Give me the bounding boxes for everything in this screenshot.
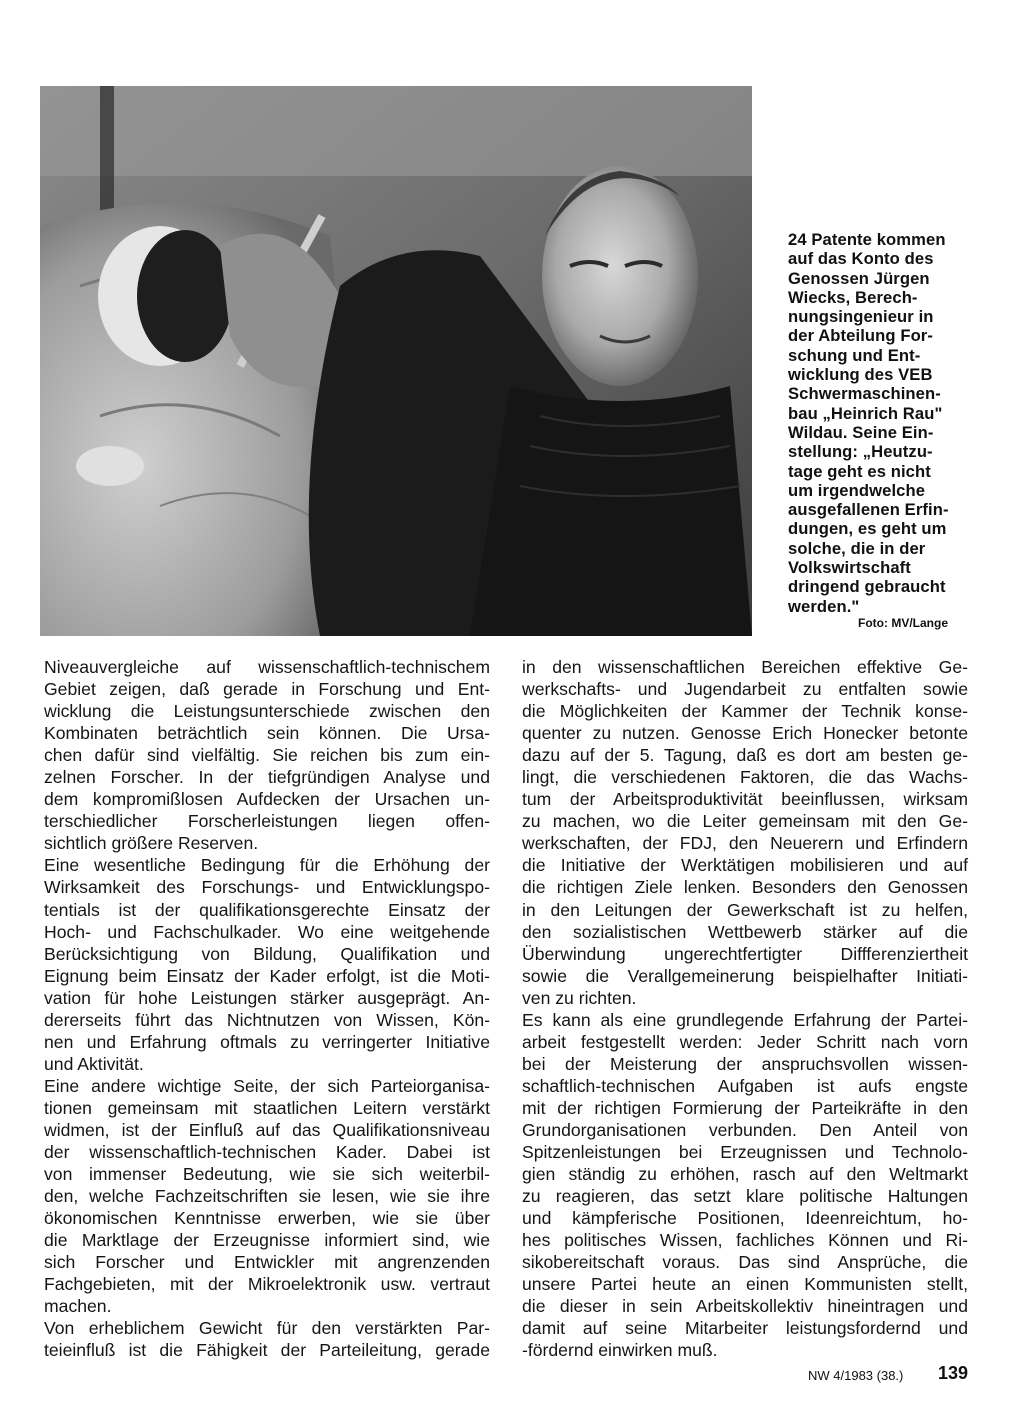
text-line: Fachgebieten, mit der Mikroelektronik usw. vertraut: [44, 1274, 490, 1295]
text-line: die Marktlage der Erzeugnisse informiert sind, wie: [44, 1230, 490, 1251]
text-line: sich Forscher und Entwickler mit angrenzenden: [44, 1252, 490, 1273]
text-line: Von erheblichem Gewicht für den verstärkten Par-: [44, 1318, 490, 1339]
text-line: Eine wesentliche Bedingung für die Erhöhung der: [44, 855, 490, 876]
text-line: ven zu richten.: [522, 987, 637, 1008]
text-line: sowie die Verallgemeinerung beispielhafter Initiati-: [522, 965, 968, 986]
text-line: arbeit festgestellt werden: Jeder Schritt nach vorn: [522, 1031, 968, 1052]
text-line: Eignung beim Einsatz der Kader erfolgt, ist die Moti-: [44, 965, 490, 986]
text-line: dazu auf der 5. Tagung, daß es dort am besten ge-: [522, 745, 968, 766]
caption-line: der Abteilung For-: [788, 326, 933, 346]
text-line: Gebiet zeigen, daß gerade in Forschung und Ent-: [44, 679, 490, 700]
text-line: terschiedlicher Forscherleistungen liegen offen-: [44, 811, 490, 832]
text-line: quenter zu nutzen. Genosse Erich Honecker betonte: [522, 723, 968, 744]
text-line: sikobereitschaft voraus. Das sind Ansprüche, die: [522, 1252, 968, 1273]
caption-line: Genossen Jürgen: [788, 268, 930, 288]
article-column-left: [44, 656, 490, 1362]
article-column-right: [522, 656, 968, 1362]
text-line: Es kann als eine grundlegende Erfahrung der Partei-: [522, 1009, 968, 1030]
caption-line: tage geht es nicht: [788, 461, 931, 481]
text-line: dererseits führt das Nichtnutzen von Wissen, Kön-: [44, 1009, 490, 1030]
text-line: hes politisches Wissen, fachliches Können und Ri-: [522, 1230, 968, 1251]
text-line: Wirksamkeit des Forschungs- und Entwicklungspo-: [44, 877, 490, 898]
text-line: Berücksichtigung von Bildung, Qualifikation und: [44, 943, 490, 964]
caption-line: ausgefallenen Erfin-: [788, 500, 949, 520]
article-photo: [40, 86, 752, 636]
photo-caption: [788, 230, 978, 616]
caption-line: werden.": [788, 596, 860, 616]
text-line: von immenser Bedeutung, wie sie sich weiterbil-: [44, 1164, 490, 1185]
text-line: Kombinaten beträchtlich sein können. Die Ursa-: [44, 723, 490, 744]
caption-line: schung und Ent-: [788, 345, 921, 365]
caption-line: solche, die in der: [788, 538, 926, 558]
text-line: der wissenschaftlich-technischen Kader. Dabei ist: [44, 1142, 490, 1163]
text-line: schaftlich-technischen Aufgaben ist aufs engste: [522, 1075, 968, 1096]
text-line: sichtlich größere Reserven.: [44, 833, 259, 854]
photo-illustration: [40, 86, 752, 636]
page-number: 139: [938, 1363, 969, 1383]
text-line: Überwindung ungerechtfertigter Diffferenziertheit: [522, 943, 968, 964]
caption-line: dungen, es geht um: [788, 519, 947, 539]
text-line: unsere Partei heute an einen Kommunisten stellt,: [522, 1274, 968, 1295]
caption-line: 24 Patente kommen: [788, 230, 946, 249]
text-line: Spitzenleistungen bei Erzeugnissen und Technolo-: [522, 1142, 968, 1163]
photo-credit: Foto: MV/Lange: [858, 616, 948, 630]
caption-line: Schwermaschinen-: [788, 384, 941, 404]
text-line: dem kompromißlosen Aufdecken der Ursachen un-: [44, 789, 490, 810]
text-line: zu reagieren, das setzt klare politische Haltungen: [522, 1186, 968, 1207]
caption-line: stellung: „Heutzu-: [788, 442, 933, 462]
text-line: teieinfluß ist die Fähigkeit der Parteileitung, gerade: [44, 1340, 490, 1361]
caption-line: Volkswirtschaft: [788, 558, 911, 578]
text-line: wicklung die Leistungsunterschiede zwischen den: [44, 701, 490, 722]
text-line: lingt, die verschiedenen Faktoren, die das Wachs-: [522, 767, 968, 788]
caption-line: Wildau. Seine Ein-: [788, 422, 934, 442]
text-line: die Möglichkeiten der Kammer der Technik konse-: [522, 701, 968, 722]
text-line: in den Leitungen der Gewerkschaft ist zu helfen,: [522, 899, 968, 920]
caption-line: dringend gebraucht: [788, 577, 946, 597]
caption-line: Wiecks, Berech-: [788, 287, 918, 307]
text-line: und Aktivität.: [44, 1053, 144, 1074]
text-line: ökonomischen Kenntnisse erwerben, wie sie über: [44, 1208, 490, 1229]
caption-line: auf das Konto des: [788, 249, 934, 269]
text-line: werkschaften, der FDJ, den Neuerern und Erfindern: [522, 833, 968, 854]
text-line: vation für hohe Leistungen stärker ausgeprägt. An-: [44, 987, 490, 1008]
text-line: zelnen Forscher. In der tiefgründigen Analyse und: [44, 767, 490, 788]
text-line: die dieser in sein Arbeitskollektiv hineintragen und: [522, 1296, 968, 1317]
text-line: Hoch- und Fachschulkader. Wo eine weitgehende: [44, 921, 490, 942]
text-line: widmen, ist der Einfluß auf das Qualifikationsniveau: [44, 1119, 490, 1140]
text-line: die Initiative der Werktätigen mobilisieren und auf: [522, 855, 968, 876]
text-line: -fördernd einwirken muß.: [522, 1340, 718, 1361]
text-line: tum der Arbeitsproduktivität beeinflussen, wirksam: [522, 789, 968, 810]
text-line: chen dafür sind vielfältig. Sie reichen bis zum ein-: [44, 745, 490, 766]
text-line: tionen gemeinsam mit staatlichen Leitern verstärkt: [44, 1097, 490, 1118]
text-line: zu machen, wo die Leiter gemeinsam mit den Ge-: [522, 811, 968, 832]
caption-line: um irgendwelche: [788, 480, 926, 500]
text-line: mit der richtigen Formierung der Parteikräfte in den: [522, 1097, 968, 1118]
text-line: Eine andere wichtige Seite, der sich Parteiorganisa-: [44, 1075, 490, 1096]
caption-line: bau „Heinrich Rau": [788, 403, 943, 423]
issue-reference: NW 4/1983 (38.): [808, 1368, 904, 1383]
text-line: werkschafts- und Jugendarbeit zu entfalten sowie: [522, 679, 968, 700]
text-line: den sozialistischen Wettbewerb stärker auf die: [522, 921, 968, 942]
caption-line: wicklung des VEB: [788, 365, 933, 385]
text-line: den, welche Fachzeitschriften sie lesen, wie sie ihre: [44, 1186, 490, 1207]
caption-line: nungsingenieur in: [788, 307, 934, 327]
text-line: Niveauvergleiche auf wissenschaftlich-technischem: [44, 657, 490, 677]
text-line: machen.: [44, 1296, 112, 1317]
text-line: bei der Meisterung der anspruchsvollen wissen-: [522, 1053, 968, 1074]
text-line: nen und Erfahrung oftmals zu verringerter Initiative: [44, 1031, 490, 1052]
text-line: und kämpferische Positionen, Ideenreichtum, ho-: [522, 1208, 968, 1229]
text-line: tentials ist der qualifikationsgerechte Einsatz der: [44, 899, 490, 920]
text-line: gien ständig zu erhöhen, rasch auf den Weltmarkt: [522, 1164, 968, 1185]
text-line: die richtigen Ziele lenken. Besonders den Genossen: [522, 877, 968, 898]
text-line: Grundorganisationen verbunden. Den Anteil von: [522, 1119, 968, 1140]
text-line: in den wissenschaftlichen Bereichen effektive Ge-: [522, 657, 968, 677]
text-line: damit auf seine Mitarbeiter leistungsfordernd und: [522, 1318, 968, 1339]
